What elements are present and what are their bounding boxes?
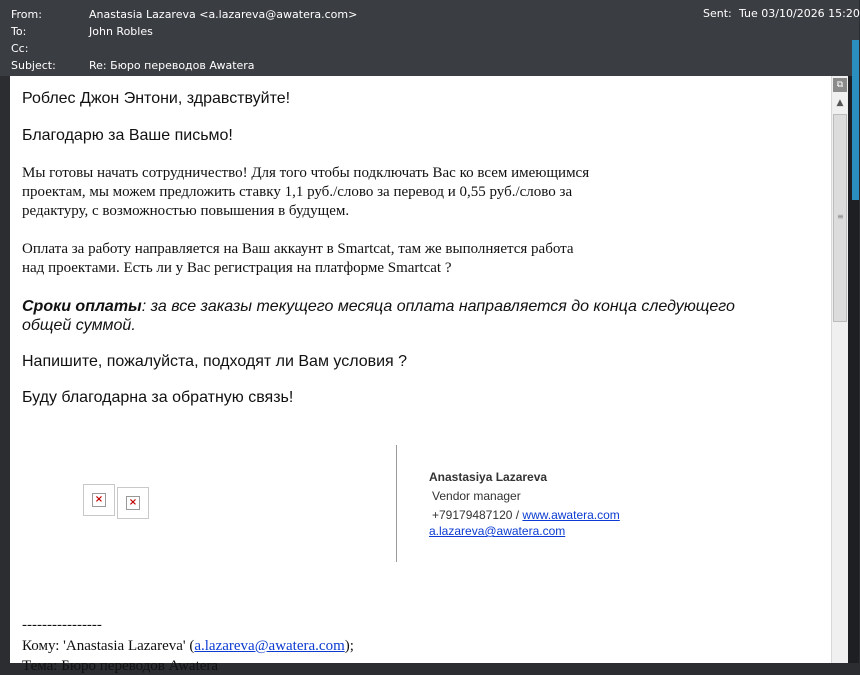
grip-icon: ≡ bbox=[837, 212, 844, 221]
from-label: From: bbox=[11, 8, 42, 21]
offer-line-3: редактуру, с возможностью повышения в будущем. bbox=[22, 203, 350, 219]
offer-line-2: проектам, мы можем предложить ставку 1,1 руб./слово за перевод и 0,55 руб./слово за bbox=[22, 184, 573, 200]
quoted-to-suffix: ); bbox=[344, 638, 354, 654]
signature-logo-image bbox=[83, 484, 115, 516]
sent-value: Tue 03/10/2026 15:20 bbox=[739, 7, 860, 20]
cc-label: Cc: bbox=[11, 42, 29, 55]
quoted-to-line bbox=[22, 638, 354, 655]
scroll-up-icon[interactable]: ▲ bbox=[836, 98, 844, 108]
terms-rest: : за все заказы текущего месяца оплата направляется до конца следующего bbox=[141, 298, 735, 315]
signature-phone: +79179487120 / bbox=[432, 508, 523, 522]
signature-website-link[interactable]: www.awatera.com bbox=[522, 508, 620, 522]
thanks-text: Благодарю за Ваше письмо! bbox=[22, 127, 233, 144]
signature-email-line bbox=[429, 524, 565, 538]
subject-value: Re: Бюро переводов Awatera bbox=[89, 59, 255, 72]
offer-line-1: Мы готовы начать сотрудничество! Для того чтобы подключать Вас ко всем имеющимся bbox=[22, 165, 590, 181]
closing-text: Буду благодарна за обратную связь! bbox=[22, 389, 294, 406]
terms-line-1 bbox=[22, 298, 735, 316]
quote-separator: ---------------- bbox=[22, 617, 102, 633]
subject-label: Subject: bbox=[11, 59, 56, 72]
to-label: To: bbox=[11, 25, 27, 38]
to-value[interactable]: John Robles bbox=[89, 25, 153, 38]
signature-divider bbox=[396, 445, 397, 562]
quoted-to-email-link[interactable]: a.lazareva@awatera.com bbox=[194, 638, 345, 654]
signature-email-link[interactable]: a.lazareva@awatera.com bbox=[429, 524, 566, 538]
signature-title: Vendor manager bbox=[432, 489, 521, 503]
message-body[interactable] bbox=[10, 76, 831, 674]
signature-banner-image bbox=[117, 487, 149, 519]
vertical-scrollbar[interactable] bbox=[831, 76, 849, 663]
signature-name: Anastasiya Lazareva bbox=[429, 470, 548, 484]
quoted-subject-line: Тема: Бюро переводов Awatera bbox=[22, 658, 219, 674]
terms-bold: Сроки оплаты bbox=[22, 298, 142, 315]
scrollbar-thumb[interactable] bbox=[833, 114, 847, 322]
attachment-icon[interactable]: ⧉ bbox=[833, 78, 847, 92]
message-header bbox=[0, 0, 859, 76]
payment-line-1: Оплата за работу направляется на Ваш аккаунт в Smartcat, там же выполняется работа bbox=[22, 241, 574, 257]
background-window-edge bbox=[852, 40, 859, 200]
signature-contact-line bbox=[432, 508, 620, 522]
question-text: Напишите, пожалуйста, подходят ли Вам условия ? bbox=[22, 353, 408, 370]
quoted-to-prefix: Кому: 'Anastasia Lazareva' ( bbox=[22, 638, 195, 654]
sent-label: Sent: bbox=[703, 7, 732, 20]
terms-line-2: общей суммой. bbox=[22, 317, 136, 334]
broken-image-icon: × bbox=[126, 496, 140, 510]
payment-line-2: над проектами. Есть ли у Вас регистрация на платформе Smartcat ? bbox=[22, 260, 452, 276]
from-value[interactable]: Anastasia Lazareva <a.lazareva@awatera.com> bbox=[89, 8, 358, 21]
broken-image-icon: × bbox=[92, 493, 106, 507]
greeting-text: Роблес Джон Энтони, здравствуйте! bbox=[22, 90, 291, 107]
